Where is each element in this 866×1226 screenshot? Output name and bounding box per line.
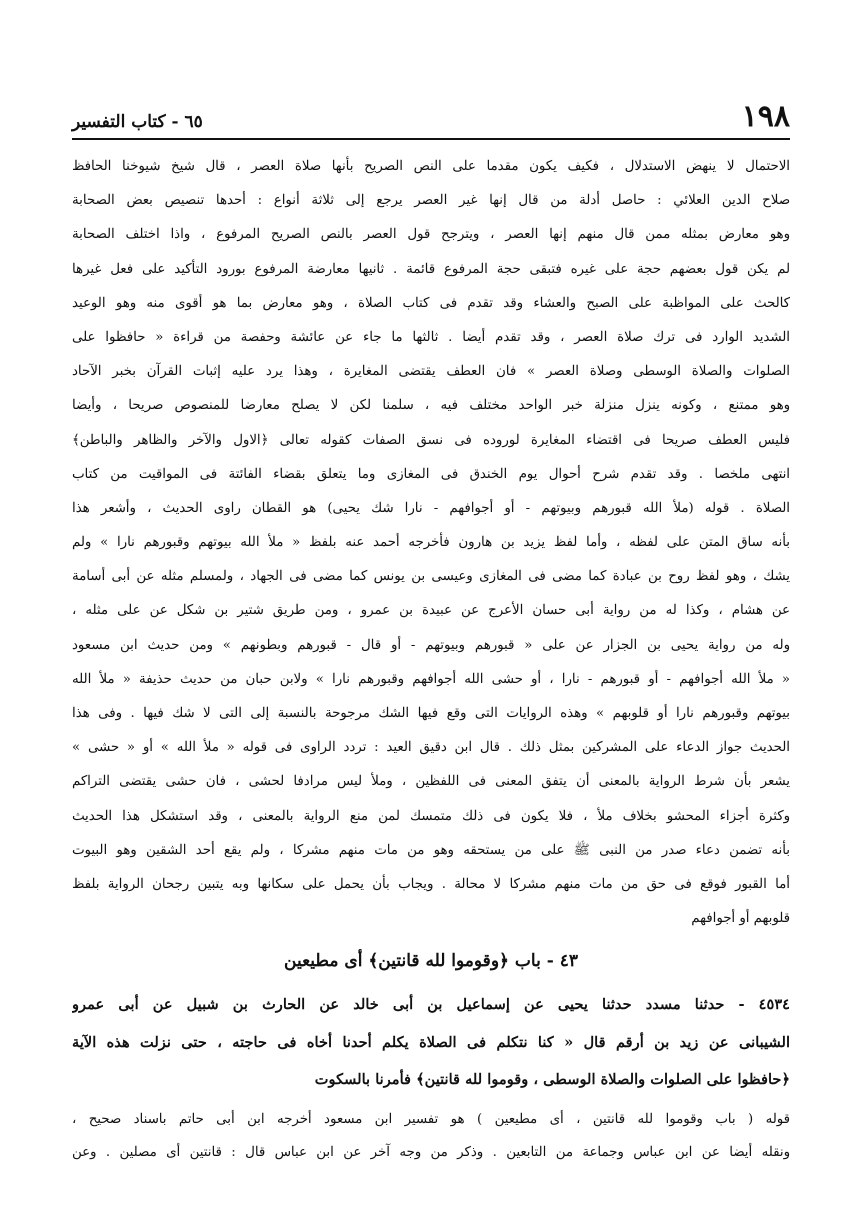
text-line: الشديد الوارد فى ترك صلاة العصر ، وقد تقدم أيضا . ثالثها ما جاء عن عائشة وحفصة من قراءة « حافظوا على [72,329,790,345]
commentary-section [72,1103,790,1169]
text-line: وكثرة أجزاء المحشو بخلاف ملأ ، فلا يكون فى ذلك متمسك لمن منع الرواية بالمعنى ، وقد استشكل هذا الحديث [72,808,790,824]
text-line: عن هشام ، وكذا له من رواية أبى حسان الأعرج عن عبيدة بن عمرو ، ومن طريق شتير بن شكل عن على مثله ، [72,603,790,619]
text-line: وهو ممتنع ، وكونه ينزل منزلة خبر الواحد مختلف فيه ، سلمنا لكن لا يصلح معارضا للمنصوص صريحا ، وأيضا [72,398,790,414]
page-header [72,98,790,140]
hadith-text [72,986,790,1099]
hadith-line: الشيبانى عن زيد بن أرقم قال « كنا نتكلم فى الصلاة يكلم أحدنا أخاه فى حاجته ، حتى نزلت هذه الآية [72,1033,790,1051]
running-title: ٦٥ - كتاب التفسير [72,112,203,132]
text-line: صلاح الدين العلائي : حاصل أدلة من قال إنها غير العصر يرجع إلى ثلاثة أنواع : أحدها تنصيص بعض الصحابة [72,193,790,209]
text-line: « ملأ الله أجوافهم - أو قبورهم - نارا ، أو حشى الله أجوافهم وقبورهم نارا » ولابن حبان من حديث حذيفة « ملأ الله [72,671,790,687]
text-line: الصلوات والصلاة الوسطى وصلاة العصر » فان العطف يقتضى المغايرة ، وهذا يرد عليه إثبات القرآن بخبر الآحاد [72,364,790,380]
hadith-line: ٤٥٣٤ - حدثنا مسدد حدثنا يحيى عن إسماعيل بن أبى خالد عن الحارث بن شبيل عن أبى عمرو [72,996,790,1014]
hadith-line: ﴿حافظوا على الصلوات والصلاة الوسطى ، وقوموا لله قانتين﴾ فأمرنا بالسكوت [314,1071,790,1089]
text-line: فليس العطف صريحا فى اقتضاء المغايرة لوروده فى نسق الصفات كقوله تعالى ﴿الاول والآخر والظاهر والباطن﴾ [72,432,790,448]
text-line: لم يكن قول بعضهم حجة على غيره فتبقى حجة المرفوع قائمة . ثانيها معارضة المرفوع بورود التأكيد على فعل غيرها [72,261,790,277]
text-line: يشك ، وهو لفظ روح بن عبادة كما مضى فى المغازى وعيسى بن يونس كما مضى فى الجهاد ، ولمسلم مثله عن أبى أسامة [72,569,790,585]
text-line: قلوبهم أو أجوافهم [691,911,790,927]
commentary-paragraph [72,150,790,936]
text-line: بأنه تضمن دعاء صدر من النبى ﷺ على من يستحقه وهو من مات منهم مشركا ، ولم يقع أحد الشقين وهو البيوت [72,842,790,858]
text-line: وله من رواية يحيى بن الجزار عن على « قبورهم وبيوتهم - أو قال - قبورهم وبطونهم » ومن حديث ابن مسعود [72,637,790,653]
page-number: ١٩٨ [741,99,790,134]
text-line: يشعر بأن شرط الرواية بالمعنى أن يتفق المعنى فى اللفظين ، وملأ ليس مرادفا لحشى ، فان حشى يقتضى التراكم [72,774,790,790]
text-line: قوله ( باب وقوموا لله قانتين ، أى مطيعين ) هو تفسير ابن مسعود أخرجه ابن أبى حاتم باسناد صحيح ، [72,1111,790,1127]
text-line: الصلاة . قوله (ملأ الله قبورهم وبيوتهم - أو أجوافهم - نارا شك يحيى) هو القطان راوى الحديث ، وأشعر هذا [72,500,790,516]
text-line: أما القبور فوقع فى حق من مات منهم مشركا لا محالة . ويجاب بأن يحمل على سكانها وبه يتبين رجحان الرواية بلفظ [72,876,790,892]
text-line: الحديث جواز الدعاء على المشركين بمثل ذلك . قال ابن دقيق العيد : تردد الراوى فى قوله « ملأ الله » أو « حشى » [72,740,790,756]
text-line: الاحتمال لا ينهض الاستدلال ، فكيف يكون مقدما على النص الصريح بأنها صلاة العصر ، قال شيخ شيوخنا الحافظ [72,159,790,174]
text-line: بأنه ساق المتن على لفظه ، وأما لفظ يزيد بن هارون فأخرجه أحمد عنه بلفظ « ملأ الله بيوتهم وقبورهم نارا » ولم [72,535,790,551]
text-line: ونقله أيضا عن ابن عباس وجماعة من التابعين . وذكر من وجه آخر عن ابن عباس قال : قانتين أى مصلين . وعن [72,1144,790,1160]
text-line: بيوتهم وقبورهم نارا أو قلوبهم » وهذه الروايات التى وقع فيها الشك مرجوحة بالنسبة إلى التى لا شك فيها . وفى هذا [72,706,790,721]
text-line: انتهى ملخصا . وقد تقدم شرح أحوال يوم الخندق فى المغازى وما يتعلق بقضاء الفائتة فى المواقيت من كتاب [72,466,790,482]
page-body [72,150,790,1169]
text-line: كالحث على المواظبة على الصبح والعشاء وقد تقدم فى كتاب الصلاة ، وهو معارض بما هو أقوى منه وهو الوعيد [72,295,790,311]
chapter-heading: ٤٣ - باب ﴿وقوموا لله قانتين﴾ أى مطيعين [284,951,578,972]
text-line: وهو معارض بمثله ممن قال منهم إنها العصر ، ويترجح قول العصر بالنص الصريح المرفوع ، واذا اختلف الصحابة [72,227,790,243]
